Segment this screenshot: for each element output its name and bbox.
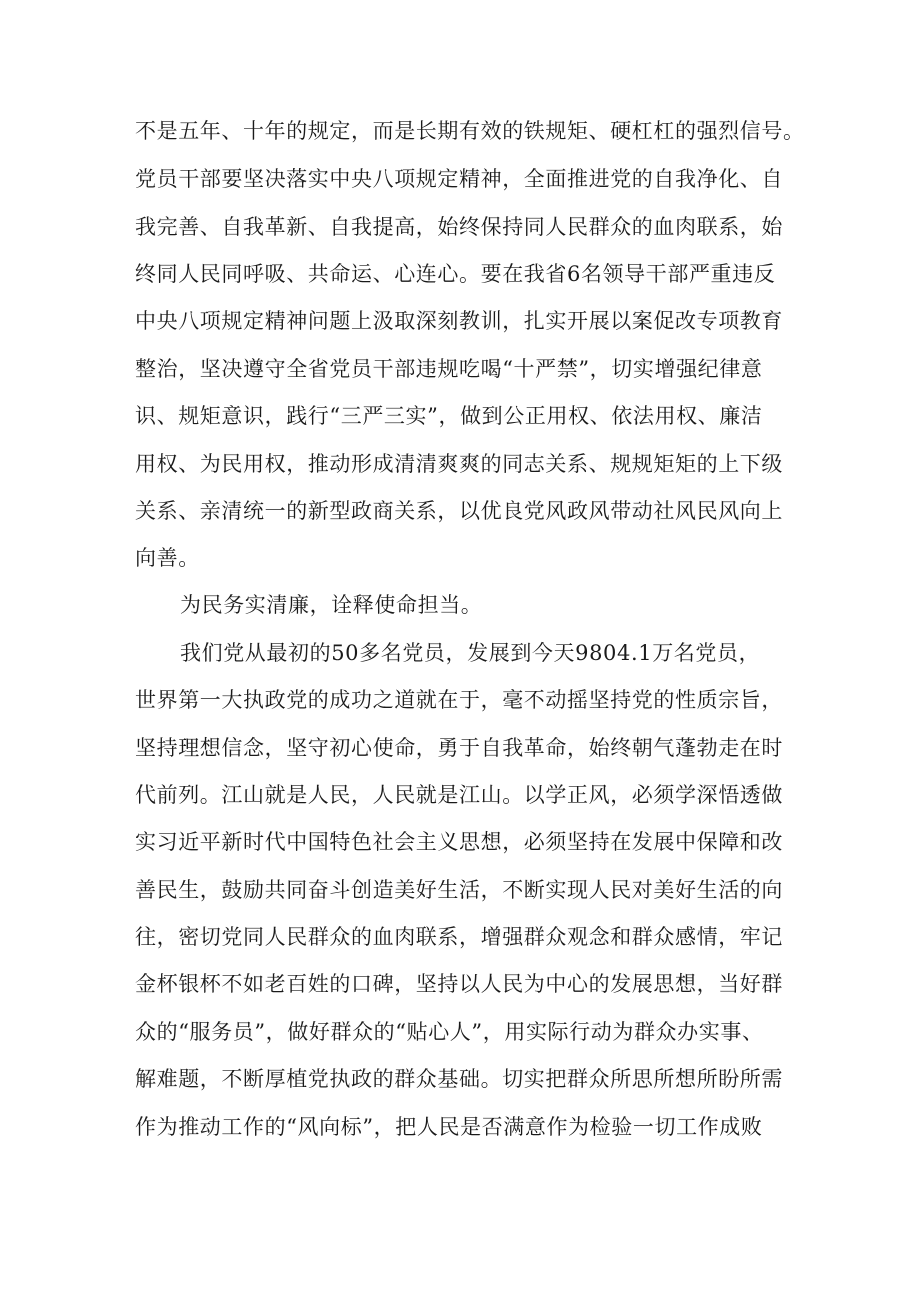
text-line: 关系、亲清统一的新型政商关系，以优良党风政风带动社风民风向上 [135,499,783,523]
text-line: 众的“服务员”，做好群众的“贴心人”，用实际行动为群众办实事、 [135,1020,764,1044]
text-line: 解难题，不断厚植党执政的群众基础。切实把群众所思所想所盼所需 [135,1067,783,1091]
text-line: 代前列。江山就是人民，人民就是江山。以学正风，必须学深悟透做 [135,783,783,807]
text-line: 善民生，鼓励共同奋斗创造美好生活，不断实现人民对美好生活的向 [135,878,783,902]
text-line: 作为推动工作的“风向标”，把人民是否满意作为检验一切工作成败 [135,1115,763,1139]
text-line: 不是五年、十年的规定，而是长期有效的铁规矩、硬杠杠的强烈信号。 [135,119,805,143]
text-line: 我完善、自我革新、自我提高，始终保持同人民群众的血肉联系，始 [135,215,783,239]
text-line: 党员干部要坚决落实中央八项规定精神，全面推进党的自我净化、自 [135,167,783,191]
text-line: 中央八项规定精神问题上汲取深刻教训，扎实开展以案促改专项教育 [135,309,783,333]
text-line: 终同人民同呼吸、共命运、心连心。要在我省6名领导干部严重违反 [135,262,776,286]
text-line: 识、规矩意识，践行“三严三实”，做到公正用权、依法用权、廉洁 [135,404,763,428]
text-line: 往，密切党同人民群众的血肉联系，增强群众观念和群众感情，牢记 [135,925,783,949]
text-line: 整治，坚决遵守全省党员干部违规吃喝“十严禁”，切实增强纪律意 [135,357,763,381]
text-line: 实习近平新时代中国特色社会主义思想，必须坚持在发展中保障和改 [135,830,783,854]
text-line: 向善。 [135,546,200,570]
text-line: 坚持理想信念，坚守初心使命，勇于自我革命，始终朝气蓬勃走在时 [135,736,783,760]
text-line: 用权、为民用权，推动形成清清爽爽的同志关系、规规矩矩的上下级 [135,452,783,476]
text-line: 世界第一大执政党的成功之道就在于，毫不动摇坚持党的性质宗旨， [135,688,783,712]
text-line: 我们党从最初的50多名党员，发展到今天9804.1万名党员， [180,641,761,665]
section-heading: 为民务实清廉，诠释使命担当。 [180,593,483,617]
text-line: 金杯银杯不如老百姓的口碑，坚持以人民为中心的发展思想，当好群 [135,972,783,996]
